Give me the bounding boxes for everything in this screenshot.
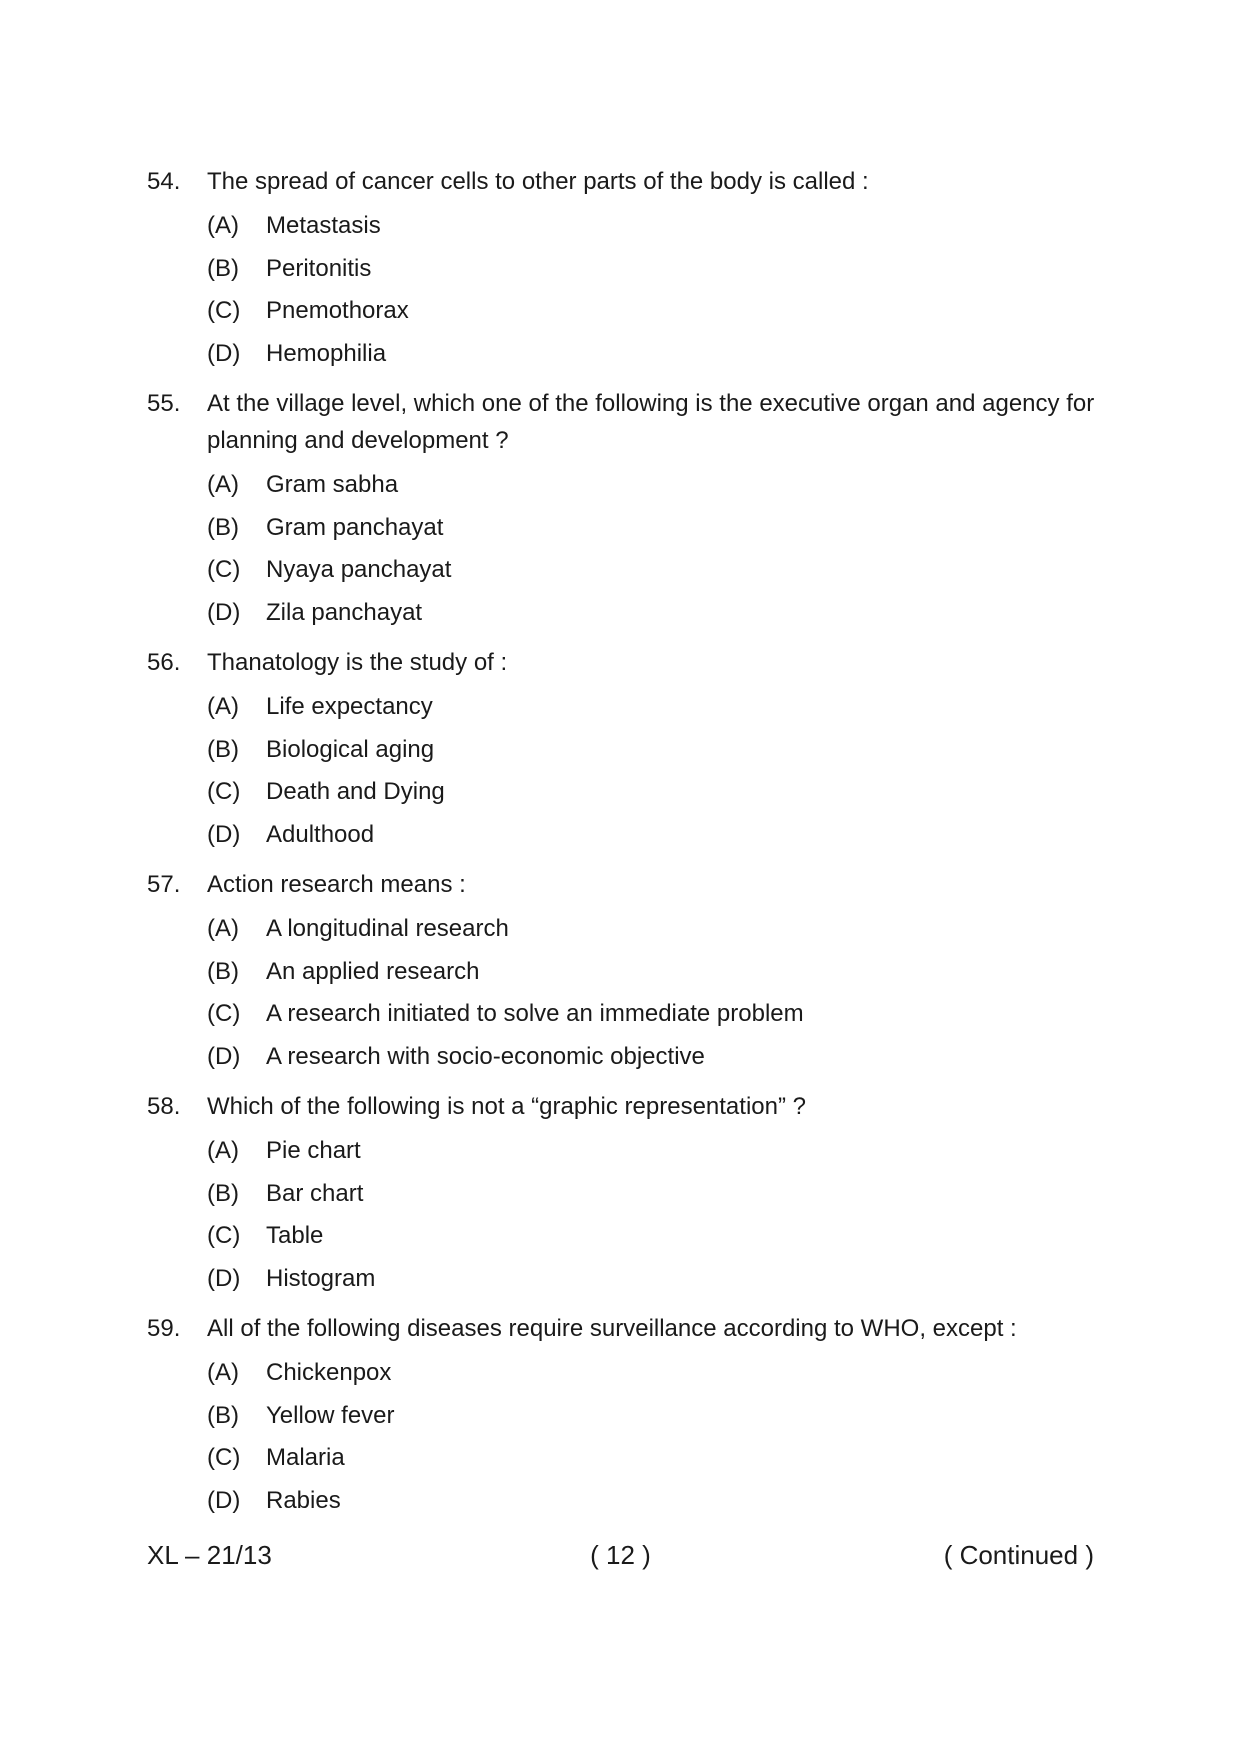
question-text: The spread of cancer cells to other parts of the body is called :	[207, 168, 869, 195]
option-c	[207, 993, 1107, 1036]
option-label: (A)	[207, 1137, 239, 1164]
option-text: Biological aging	[266, 735, 435, 763]
option-text: Rabies	[266, 1486, 341, 1514]
options-list	[207, 1130, 1107, 1300]
option-label: (D)	[207, 339, 241, 367]
option-c	[207, 1437, 1107, 1480]
page-number: ( 12 )	[590, 1540, 651, 1570]
option-b	[207, 951, 1107, 994]
option-c	[207, 549, 1107, 592]
option-text: Life expectancy	[266, 693, 433, 720]
question-59	[147, 1310, 1107, 1522]
option-label: (D)	[207, 1264, 241, 1292]
option-label: (C)	[207, 297, 241, 324]
option-a	[207, 1130, 1107, 1173]
option-text: A research with socio-economic objective	[266, 1042, 705, 1070]
question-57	[147, 866, 1107, 1078]
option-label: (A)	[207, 693, 239, 720]
option-d	[207, 1258, 1107, 1301]
option-d	[207, 814, 1107, 857]
option-b	[207, 729, 1107, 772]
option-d	[207, 333, 1107, 376]
option-text: Bar chart	[266, 1179, 364, 1207]
option-label: (C)	[207, 1444, 241, 1471]
option-c	[207, 771, 1107, 814]
option-label: (D)	[207, 820, 241, 848]
option-text: Zila panchayat	[266, 598, 423, 626]
question-number: 58.	[147, 1093, 181, 1120]
option-text: Gram panchayat	[266, 513, 444, 541]
option-label: (B)	[207, 735, 239, 763]
paper-code: XL – 21/13	[147, 1540, 272, 1570]
option-text: A research initiated to solve an immediate problem	[266, 1000, 804, 1027]
option-a	[207, 908, 1107, 951]
question-number: 57.	[147, 871, 181, 898]
question-56	[147, 644, 1107, 856]
option-d	[207, 1480, 1107, 1523]
question-58	[147, 1088, 1107, 1300]
option-d	[207, 1036, 1107, 1079]
page-footer	[147, 1540, 1094, 1580]
question-text: Action research means :	[207, 871, 466, 898]
option-text: An applied research	[266, 957, 480, 985]
option-text: Gram sabha	[266, 471, 399, 498]
option-text: Pnemothorax	[266, 297, 409, 324]
option-text: Death and Dying	[266, 778, 445, 805]
option-label: (B)	[207, 1401, 239, 1429]
option-label: (C)	[207, 1000, 241, 1027]
option-text: Hemophilia	[266, 339, 387, 367]
continued-label: ( Continued )	[943, 1540, 1094, 1570]
option-b	[207, 507, 1107, 550]
option-label: (B)	[207, 1179, 239, 1207]
option-label: (A)	[207, 212, 239, 239]
option-text: Metastasis	[266, 212, 381, 239]
options-list	[207, 1352, 1107, 1522]
option-text: Yellow fever	[266, 1401, 395, 1429]
option-label: (A)	[207, 471, 239, 498]
option-text: Adulthood	[266, 820, 375, 848]
option-label: (C)	[207, 1222, 241, 1249]
option-text: Malaria	[266, 1444, 345, 1471]
option-label: (A)	[207, 915, 239, 942]
option-text: Peritonitis	[266, 254, 372, 282]
option-d	[207, 592, 1107, 635]
option-a	[207, 205, 1107, 248]
question-55	[147, 385, 1107, 634]
option-label: (D)	[207, 1042, 241, 1070]
option-text: Pie chart	[266, 1137, 361, 1164]
option-label: (B)	[207, 254, 239, 282]
option-label: (D)	[207, 1486, 241, 1514]
option-a	[207, 1352, 1107, 1395]
option-label: (C)	[207, 778, 241, 805]
option-text: Chickenpox	[266, 1359, 392, 1386]
option-a	[207, 464, 1107, 507]
question-54	[147, 163, 1107, 375]
option-a	[207, 686, 1107, 729]
option-b	[207, 1395, 1107, 1438]
question-text: At the village level, which one of the following is the executive organ and agency for planning and development ?	[207, 390, 1095, 454]
question-number: 59.	[147, 1315, 181, 1342]
option-text: Table	[266, 1222, 324, 1249]
option-label: (B)	[207, 957, 239, 985]
option-text: Histogram	[266, 1264, 376, 1292]
option-label: (B)	[207, 513, 239, 541]
options-list	[207, 686, 1107, 856]
options-list	[207, 464, 1107, 634]
question-text: Thanatology is the study of :	[207, 649, 508, 676]
option-text: Nyaya panchayat	[266, 556, 452, 583]
question-number: 54.	[147, 168, 181, 195]
option-label: (D)	[207, 598, 241, 626]
option-text: A longitudinal research	[266, 915, 509, 942]
question-number: 56.	[147, 649, 181, 676]
question-text: All of the following diseases require surveillance according to WHO, except :	[207, 1315, 1017, 1342]
option-b	[207, 1173, 1107, 1216]
option-label: (A)	[207, 1359, 239, 1386]
option-c	[207, 290, 1107, 333]
option-label: (C)	[207, 556, 241, 583]
option-b	[207, 248, 1107, 291]
options-list	[207, 908, 1107, 1078]
question-number: 55.	[147, 390, 181, 417]
question-text: Which of the following is not a “graphic representation” ?	[207, 1093, 806, 1120]
options-list	[207, 205, 1107, 375]
question-list	[147, 163, 1107, 1532]
option-c	[207, 1215, 1107, 1258]
